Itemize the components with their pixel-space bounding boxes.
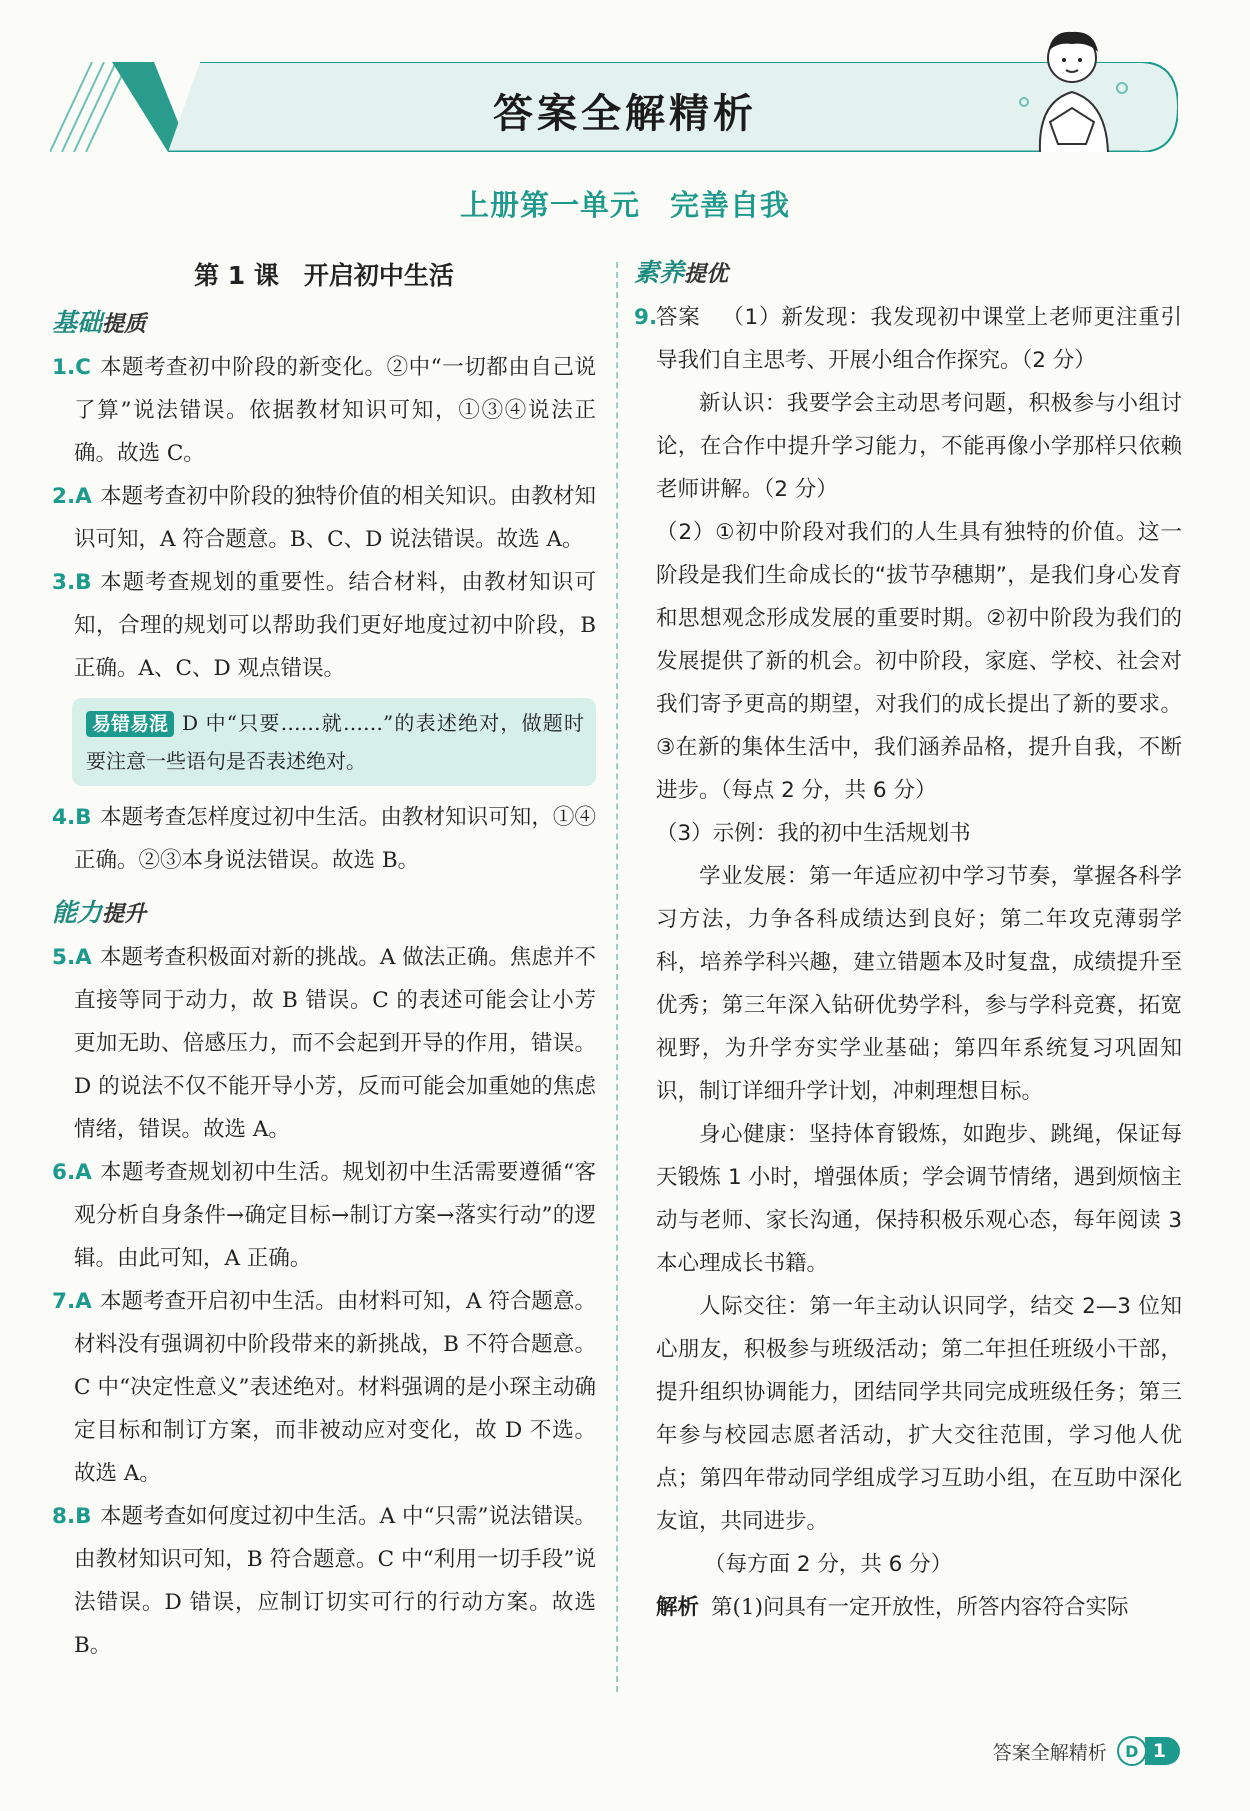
page-title: 答案全解精析: [493, 91, 757, 137]
page-badge: [1117, 1736, 1180, 1766]
answer-text: 本题考查初中阶段的新变化。②中“一切都由自己说了算”说法错误。依据教材知识可知，①③④说法正确。故选 C。: [74, 355, 596, 466]
score-note: （每方面 2 分，共 6 分）: [704, 1552, 953, 1577]
answer-item-5: [52, 936, 596, 1151]
answer-number: 7.A: [52, 1289, 92, 1314]
answer-paragraph: 新认识：我要学会主动思考问题，积极参与小组讨论，在合作中提升学习能力，不能再像小学那样只依赖老师讲解。（2 分）: [656, 391, 1182, 502]
answer-item-8: [52, 1495, 596, 1667]
answer-item-7: [52, 1280, 596, 1495]
answer-number: 9.: [634, 305, 658, 330]
answer-number: 4.B: [52, 805, 92, 830]
answer-text: 本题考查积极面对新的挑战。A 做法正确。焦虑并不直接等同于动力，故 B 错误。C 的表述可能会让小芳更加无助、倍感压力，而不会起到开导的作用，错误。D 的说法不仅不能开导小芳，反而可能会加重她的焦虑情绪，错误。故选 A。: [74, 945, 596, 1142]
answer-text: 本题考查初中阶段的独特价值的相关知识。由教材知识可知，A 符合题意。B、C、D 说法错误。故选 A。: [74, 484, 596, 552]
section-heading-basic: [52, 300, 596, 346]
tip-box: [72, 698, 596, 786]
answer-item-3: [52, 561, 596, 690]
answer-paragraph: 学业发展：第一年适应初中学习节奏，掌握各科学习方法，力争各科成绩达到良好；第二年攻克薄弱学科，培养学科兴趣，建立错题本及时复盘，成绩提升至优秀；第三年深入钻研优势学科，参与学科竞赛，拓宽视野，为升学夯实学业基础；第四年系统复习巩固知识，制订详细升学计划，冲刺理想目标。: [656, 864, 1182, 1104]
section-heading-main: 能力: [52, 898, 103, 927]
section-heading-literacy: [634, 250, 1182, 296]
answer-item-1: [52, 346, 596, 475]
answer-text: 本题考查怎样度过初中生活。由教材知识可知，①④正确。②③本身说法错误。故选 B。: [74, 805, 596, 873]
section-heading-sub: 提升: [102, 901, 147, 927]
answer-label: 答案: [656, 305, 701, 330]
answer-item-6: [52, 1151, 596, 1280]
footer-label: 答案全解精析: [992, 1741, 1107, 1764]
answer-paragraph: 身心健康：坚持体育锻炼，如跑步、跳绳，保证每天锻炼 1 小时，增强体质；学会调节情绪，遇到烦恼主动与老师、家长沟通，保持积极乐观心态，每年阅读 3 本心理成长书籍。: [656, 1122, 1182, 1276]
badge-letter: D: [1117, 1736, 1147, 1766]
answer-paragraph: （3）示例：我的初中生活规划书: [656, 821, 971, 846]
answer-paragraph: （2）①初中阶段对我们的人生具有独特的价值。这一阶段是我们生命成长的“拔节孕穗期”，是我们身心发育和思想观念形成发展的重要时期。②初中阶段为我们的发展提供了新的机会。初中阶段，家庭、学校、社会对我们寄予更高的期望，对我们的成长提出了新的要求。③在新的集体生活中，我们涵养品格，提升自我，不断进步。（每点 2 分，共 6 分）: [656, 520, 1182, 803]
right-column: [634, 250, 1182, 1629]
answer-text: 本题考查如何度过初中生活。A 中“只需”说法错误。由教材知识可知，B 符合题意。C 中“利用一切手段”说法错误。D 错误，应制订切实可行的行动方案。故选 B。: [74, 1504, 596, 1658]
answer-text: 本题考查规划的重要性。结合材料，由教材知识可知，合理的规划可以帮助我们更好地度过初中阶段，B 正确。A、C、D 观点错误。: [74, 570, 596, 681]
answer-number: 3.B: [52, 570, 92, 595]
answer-number: 2.A: [52, 484, 92, 509]
answer-paragraph: 人际交往：第一年主动认识同学，结交 2—3 位知心朋友，积极参与班级活动；第二年担任班级小干部，提升组织协调能力，团结同学共同完成班级任务；第三年参与校园志愿者活动，扩大交往范围，学习他人优点；第四年带动同学组成学习互助小组，在互助中深化友谊，共同进步。: [656, 1294, 1182, 1534]
section-heading-ability: [52, 890, 596, 936]
answer-number: 5.A: [52, 945, 92, 970]
left-column: [52, 250, 596, 1667]
column-divider: [616, 262, 618, 1692]
section-heading-main: 素养: [634, 258, 685, 287]
question-9-answer: [634, 296, 1182, 382]
answer-number: 6.A: [52, 1160, 92, 1185]
unit-title: 上册第一单元 完善自我: [459, 188, 790, 222]
analysis-label: 解析: [656, 1595, 700, 1620]
section-heading-main: 基础: [52, 308, 103, 337]
page-number: 1: [1145, 1737, 1180, 1765]
section-heading-sub: 提优: [684, 261, 729, 287]
answer-text: 本题考查开启初中生活。由材料可知，A 符合题意。材料没有强调初中阶段带来的新挑战，B 不符合题意。C 中“决定性意义”表述绝对。材料强调的是小琛主动确定目标和制订方案，而非被动应对变化，故 D 不选。故选 A。: [74, 1289, 596, 1486]
answer-item-2: [52, 475, 596, 561]
answer-paragraph: （1）新发现：我发现初中课堂上老师更注重引导我们自主思考、开展小组合作探究。（2 分）: [656, 305, 1182, 373]
answer-number: 1.C: [52, 355, 91, 380]
tip-label: 易错易混: [86, 711, 174, 737]
analysis-text: 第(1)问具有一定开放性，所答内容符合实际: [711, 1595, 1129, 1620]
tip-text: D 中“只要……就……”的表述绝对，做题时要注意一些语句是否表述绝对。: [86, 711, 584, 773]
answer-text: 本题考查规划初中生活。规划初中生活需要遵循“客观分析自身条件→确定目标→制订方案→落实行动”的逻辑。由此可知，A 正确。: [74, 1160, 596, 1271]
lesson-title: 第 1 课 开启初中生活: [194, 261, 454, 290]
answer-number: 8.B: [52, 1504, 92, 1529]
page-footer: [993, 1736, 1180, 1766]
answer-item-4: [52, 796, 596, 882]
analysis-paragraph: [634, 1586, 1182, 1629]
section-heading-sub: 提质: [102, 311, 147, 337]
